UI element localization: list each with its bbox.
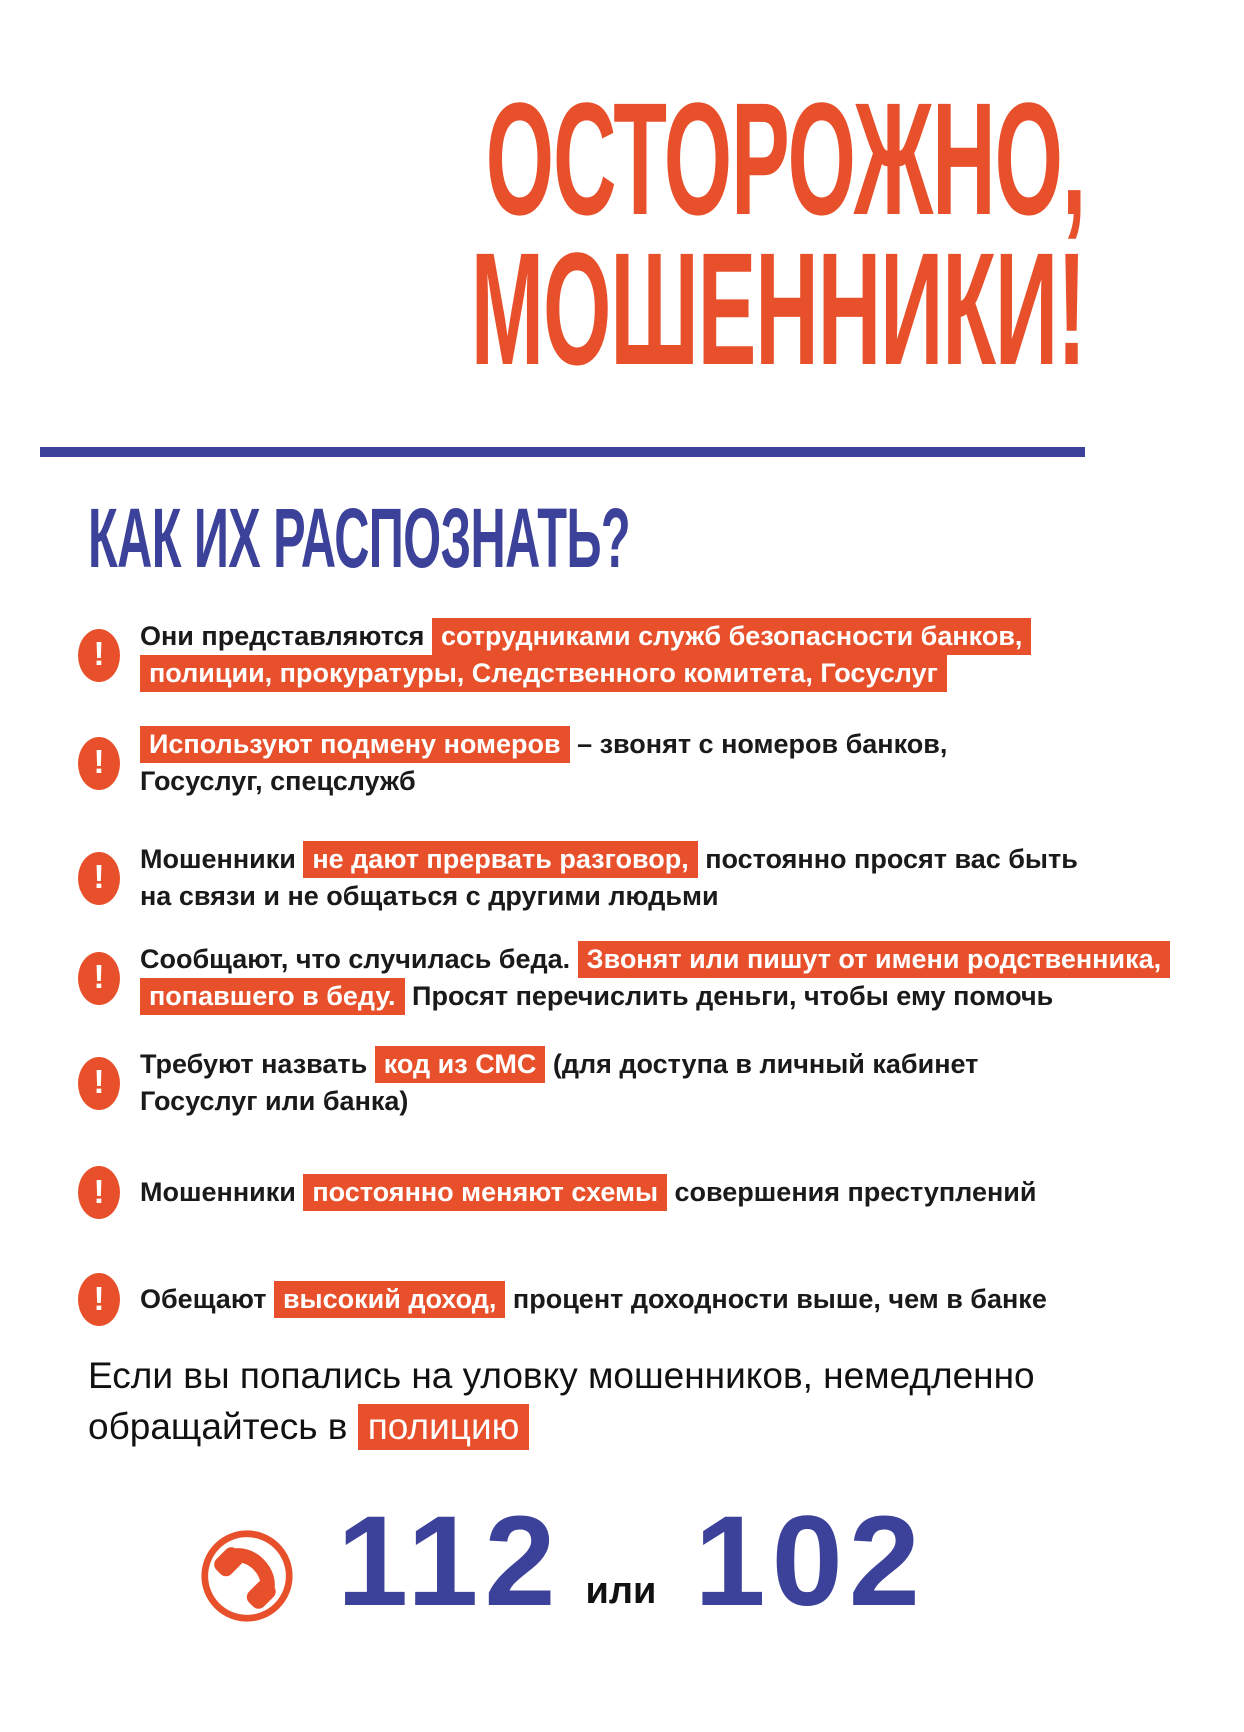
emergency-phone-row [40,1490,1085,1633]
text-segment: – звонят с номеров банков, [569,729,948,759]
text-segment: Госуслуг или банка) [140,1086,409,1116]
highlighted-text: полиции, прокуратуры, Следственного комитета, Госуслуг [140,655,947,692]
phone-number-secondary: 102 [694,1490,926,1633]
exclamation-icon: ! [78,852,120,905]
warning-signs-list [78,618,1188,1326]
bullet-text [140,618,1031,692]
poster-title-line2: МОШЕННИКИ! [470,219,1085,398]
text-segment: (для доступа в личный кабинет [545,1049,979,1079]
text-segment: Госуслуг, спецслужб [140,766,416,796]
bullet-text [140,941,1170,1015]
bullet-text [140,841,1078,915]
exclamation-icon: ! [78,737,120,790]
text-segment: Они представляются [140,621,432,651]
section-heading: КАК ИХ РАСПОЗНАТЬ? [88,491,631,585]
text-segment: Если вы попались на уловку мошенников, немедленно [88,1355,1035,1396]
list-item [78,1273,1188,1326]
list-item [78,726,1188,800]
text-segment: на связи и не общаться с другими людьми [140,881,719,911]
text-segment: Просят перечислить деньги, чтобы ему помочь [404,981,1054,1011]
text-segment: Мошенники [140,844,304,874]
bullet-text [140,1281,1047,1318]
poster-title-line1: ОСТОРОЖНО, [485,69,1085,248]
text-segment: Обещают [140,1284,274,1314]
divider [40,447,1085,457]
phone-separator: или [585,1570,657,1612]
text-segment: Мошенники [140,1177,304,1207]
highlighted-text: постоянно меняют схемы [303,1174,667,1211]
exclamation-icon: ! [78,1057,120,1110]
list-item [78,1046,1188,1120]
bullet-text [140,1174,1037,1211]
exclamation-icon: ! [78,629,120,682]
list-item [78,841,1188,915]
text-segment: обращайтесь в [88,1406,358,1447]
footer-call-to-action [88,1350,1035,1452]
exclamation-icon: ! [78,1166,120,1219]
list-item [78,1166,1188,1219]
highlighted-text: высокий доход, [274,1281,505,1318]
text-segment: процент доходности выше, чем в банке [505,1284,1047,1314]
poster-title [470,69,1085,398]
highlighted-text: полицию [358,1404,530,1450]
highlighted-text: Звонят или пишут от имени родственника, [578,941,1170,978]
exclamation-icon: ! [78,952,120,1005]
text-segment: постоянно просят вас быть [697,844,1078,874]
text-segment: совершения преступлений [667,1177,1037,1207]
exclamation-icon: ! [78,1273,120,1326]
highlighted-text: не дают прервать разговор, [303,841,697,878]
list-item [78,618,1188,692]
phone-icon [199,1528,295,1624]
list-item [78,941,1188,1015]
highlighted-text: Используют подмену номеров [140,726,570,763]
highlighted-text: попавшего в беду. [140,978,405,1015]
text-segment: Требуют назвать [140,1049,375,1079]
bullet-text [140,1046,978,1120]
highlighted-text: код из СМС [375,1046,546,1083]
highlighted-text: сотрудниками служб безопасности банков, [432,618,1031,655]
bullet-text [140,726,947,800]
text-segment: Сообщают, что случилась беда. [140,944,578,974]
phone-number-primary: 112 [337,1490,562,1633]
